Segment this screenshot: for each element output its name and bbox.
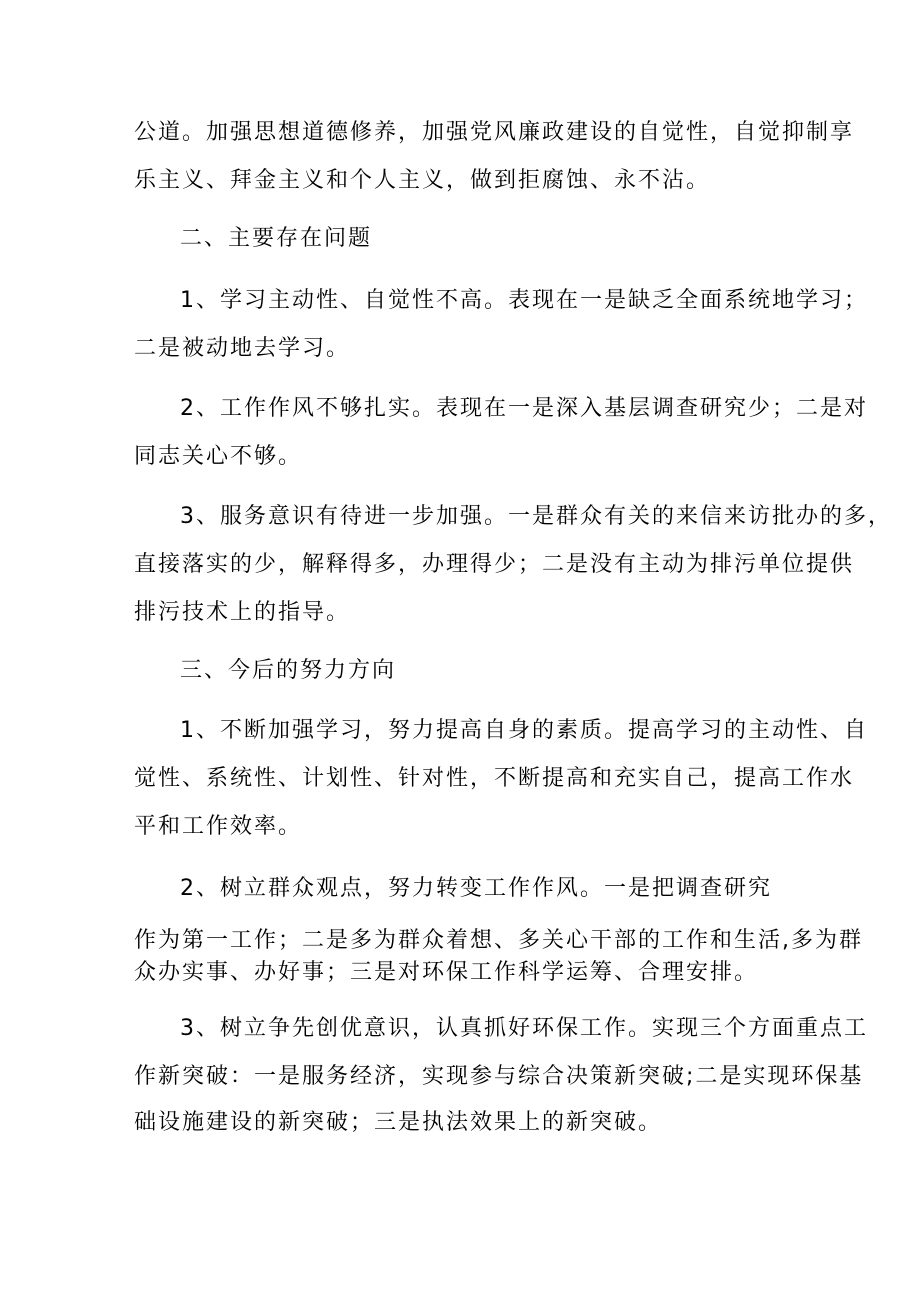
text-line: 1、不断加强学习，努力提高自身的素质。提高学习的主动性、自 [180,718,868,743]
text-line: 作新突破：一是服务经济，实现参与综合决策新突破;二是实现环保基 [134,1064,864,1089]
text-line: 觉性、系统性、计划性、针对性，不断提高和充实自己，提高工作水 [134,766,855,791]
text-line: 3、服务意识有待进一步加强。一是群众有关的来信来访批办的多， [180,504,892,529]
text-line: 1、学习主动性、自觉性不高。表现在一是缺乏全面系统地学习； [180,288,868,313]
text-line: 2、树立群众观点，努力转变工作作风。一是把调查研究 [180,876,772,901]
text-line: 公道。加强思想道德修养，加强党风廉政建设的自觉性，自觉抑制享 [134,120,855,145]
text-line: 3、树立争先创优意识，认真抓好环保工作。实现三个方面重点工 [180,1016,868,1041]
text-line: 作为第一工作；二是多为群众着想、多关心干部的工作和生活,多为群 [134,928,863,953]
text-line: 排污技术上的指导。 [134,600,351,625]
text-line: 二是被动地去学习。 [134,336,351,361]
text-line: 2、工作作风不够扎实。表现在一是深入基层调查研究少；二是对 [180,396,868,421]
section-heading: 二、主要存在问题 [180,226,373,251]
text-line: 同志关心不够。 [134,444,303,469]
text-line: 平和工作效率。 [134,814,303,839]
section-heading: 三、今后的努力方向 [180,658,397,683]
text-line: 乐主义、拜金主义和个人主义，做到拒腐蚀、永不沾。 [134,168,711,193]
text-line: 直接落实的少，解释得多，办理得少；二是没有主动为排污单位提供 [134,552,855,577]
text-line: 众办实事、办好事；三是对环保工作科学运筹、合理安排。 [134,960,759,985]
text-line: 础设施建设的新突破；三是执法效果上的新突破。 [134,1110,663,1135]
